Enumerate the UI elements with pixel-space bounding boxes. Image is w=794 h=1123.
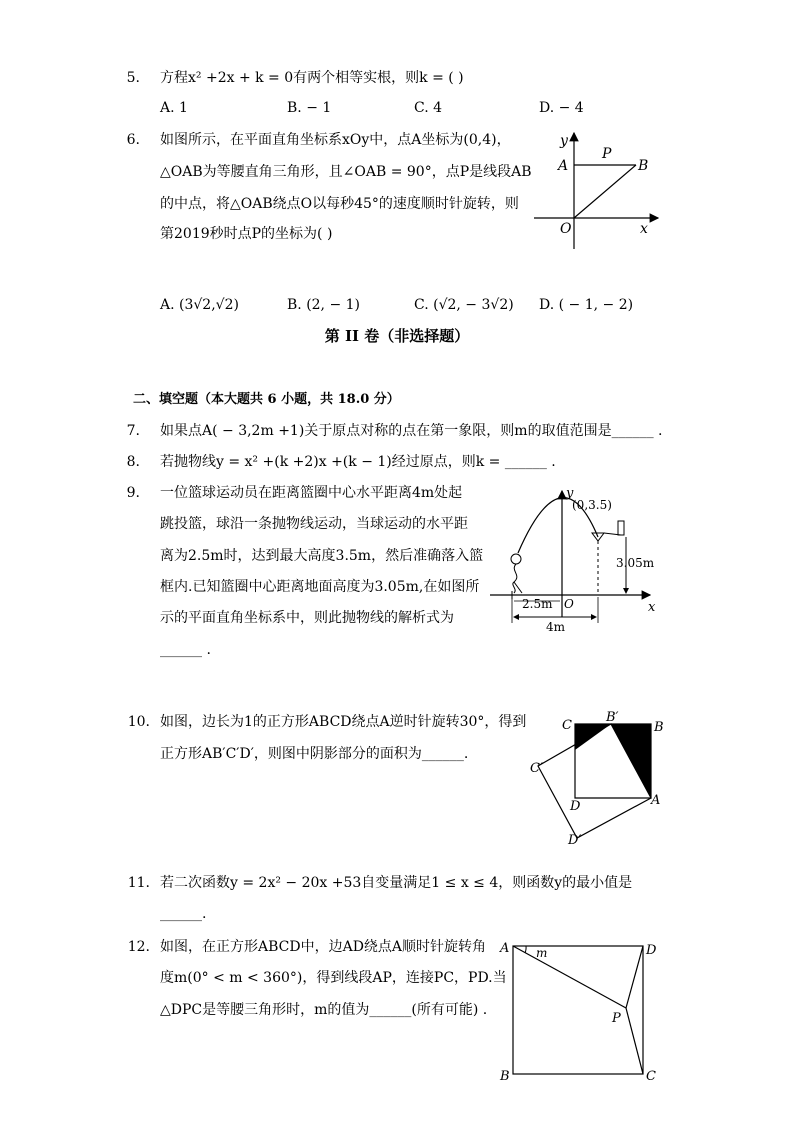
q9-stem-line-5: 示的平面直角坐标系中，则此抛物线的解析式为 xyxy=(160,610,454,626)
q5-option-a: A. 1 xyxy=(160,100,188,116)
q10-fig-label-d-prime: D′ xyxy=(568,833,582,848)
q6-option-a: A. (3√2,√2) xyxy=(160,297,239,313)
q9-fig-label-vertex: (0,3.5) xyxy=(572,498,612,512)
part-two-title: 第 II 卷（非选择题） xyxy=(324,327,470,345)
q10-fig-label-a: A xyxy=(651,793,661,808)
q6-stem-line-2: △OAB为等腰直角三角形，且∠OAB = 90°，点P是线段AB xyxy=(160,164,532,180)
q10-fig-label-c: C xyxy=(562,718,572,733)
q6-fig-label-y: y xyxy=(560,133,568,149)
q10-rotated-square-figure xyxy=(528,708,668,848)
q9-fig-label-y: y xyxy=(566,486,574,501)
q10-fig-label-d: D xyxy=(570,799,581,814)
q7-number: 7. xyxy=(126,423,140,439)
q6-option-c: C. (√2, − 3√2) xyxy=(414,297,514,313)
q9-stem-line-1: 一位篮球运动员在距离篮圈中心水平距离4m处起 xyxy=(160,485,463,501)
q7-stem: 如果点A( − 3,2m +1)关于原点对称的点在第一象限，则m的取值范围是______ . xyxy=(160,423,663,439)
q6-fig-label-o: O xyxy=(560,221,572,237)
q12-fig-label-p: P xyxy=(612,1011,621,1026)
q9-number: 9. xyxy=(126,485,140,501)
q11-number: 11. xyxy=(127,875,150,891)
section-fill-in-header: 二、填空题（本大题共 6 小题，共 18.0 分） xyxy=(133,392,400,407)
q10-stem-line-1: 如图，边长为1的正方形ABCD绕点A逆时针旋转30°，得到 xyxy=(160,714,527,730)
q12-fig-label-d: D xyxy=(646,943,657,958)
q6-number: 6. xyxy=(126,132,140,148)
q6-fig-label-x: x xyxy=(640,221,648,237)
q10-fig-label-b-prime: B′ xyxy=(606,710,619,725)
q5-stem: 方程x² +2x + k = 0有两个相等实根，则k = ( ) xyxy=(160,70,464,86)
q10-fig-label-b: B xyxy=(654,720,664,735)
q6-option-b: B. (2, − 1) xyxy=(287,297,361,313)
q12-square-figure xyxy=(496,936,666,1086)
q12-fig-label-m: m xyxy=(536,946,548,960)
q5-number: 5. xyxy=(126,70,140,86)
q9-stem-line-4: 框内.已知篮圈中心距离地面高度为3.05m,在如图所 xyxy=(160,579,480,595)
q6-stem-line-3: 的中点，将△OAB绕点O以每秒45°的速度顺时针旋转，则 xyxy=(160,196,519,212)
q11-stem-line-2: ______. xyxy=(160,906,207,922)
q9-stem-line-2: 跳投篮，球沿一条抛物线运动，当球运动的水平距 xyxy=(160,516,468,532)
q9-basketball-figure xyxy=(488,485,668,635)
q6-fig-label-b: B xyxy=(638,158,649,174)
q6-coordinate-figure xyxy=(530,125,670,255)
q6-stem-line-1: 如图所示，在平面直角坐标系xOy中，点A坐标为(0,4)， xyxy=(160,132,511,148)
q9-fig-label-dist: 4m xyxy=(546,620,566,634)
q9-stem-line-6: ______ . xyxy=(160,642,211,658)
q6-option-d: D. ( − 1, − 2) xyxy=(539,297,634,313)
q12-stem-line-3: △DPC是等腰三角形时，m的值为______(所有可能) . xyxy=(160,1002,488,1018)
q9-fig-label-left: 2.5m xyxy=(522,597,553,611)
q5-option-c: C. 4 xyxy=(414,100,443,116)
q5-option-b: B. − 1 xyxy=(287,100,332,116)
q10-number: 10. xyxy=(127,714,150,730)
q10-stem-line-2: 正方形AB′C′D′，则图中阴影部分的面积为______. xyxy=(160,746,469,762)
q12-number: 12. xyxy=(127,939,150,955)
q12-stem-line-2: 度m(0° < m < 360°)，得到线段AP，连接PC，PD.当 xyxy=(160,970,507,986)
q12-stem-line-1: 如图，在正方形ABCD中，边AD绕点A顺时针旋转角 xyxy=(160,939,487,955)
q12-fig-label-b: B xyxy=(500,1069,510,1084)
q12-fig-label-a: A xyxy=(500,941,510,956)
q9-stem-line-3: 离为2.5m时，达到最大高度3.5m，然后准确落入篮 xyxy=(160,548,484,564)
q6-stem-line-4: 第2019秒时点P的坐标为( ) xyxy=(160,226,333,242)
q9-fig-label-x: x xyxy=(648,600,656,615)
q8-number: 8. xyxy=(126,454,140,470)
q9-fig-label-height: 3.05m xyxy=(616,556,655,570)
q8-stem: 若抛物线y = x² +(k +2)x +(k − 1)经过原点，则k = ______ . xyxy=(160,454,556,470)
q6-fig-label-p: P xyxy=(602,146,612,162)
q10-fig-label-c-prime: C′ xyxy=(530,761,543,776)
q5-option-d: D. − 4 xyxy=(539,100,584,116)
q12-fig-label-c: C xyxy=(646,1069,656,1084)
q6-fig-label-a: A xyxy=(558,158,569,174)
q11-stem-line-1: 若二次函数y = 2x² − 20x +53自变量满足1 ≤ x ≤ 4，则函数y的最小值是 xyxy=(160,875,633,891)
q9-fig-label-o: O xyxy=(564,597,574,611)
